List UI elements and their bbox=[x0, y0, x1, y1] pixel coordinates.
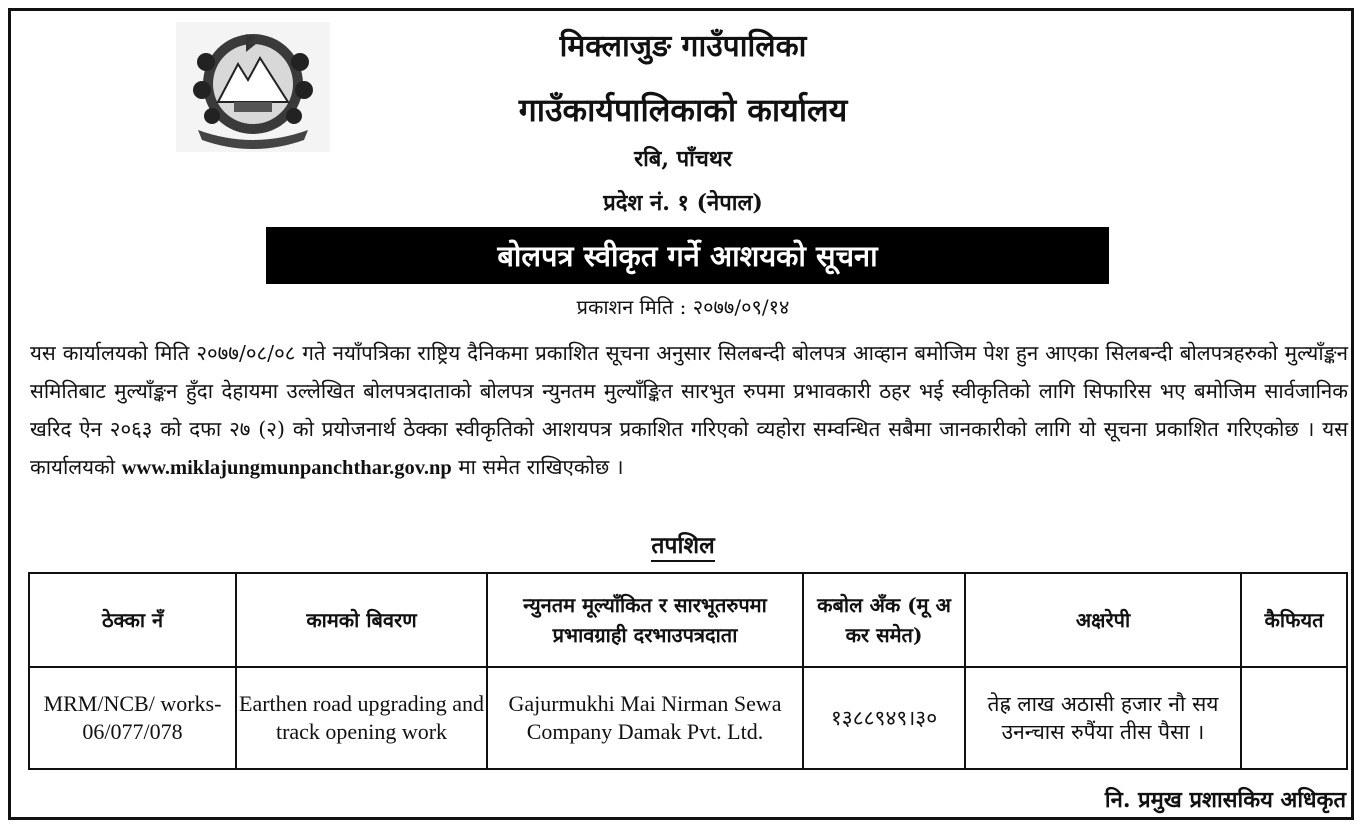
signatory-title: नि. प्रमुख प्रशासकिय अधिकृत bbox=[1104, 787, 1346, 813]
website-link[interactable]: www.miklajungmunpanchthar.gov.np bbox=[121, 457, 452, 479]
cell-bidder: Gajurmukhi Mai Nirman Sewa Company Damak Pvt. Ltd. bbox=[487, 667, 803, 769]
notice-body-text: यस कार्यालयको मिति २०७७/०८/०८ गते नयाँपत्रिका राष्ट्रिय दैनिकमा प्रकाशित सूचना अनुसार सिलबन्दी बोलपत्र आव्हान बमोजिम पेश हुन आएका सिलबन्दी बोलपत्रहरुको मुल्याँङ्कन समितिबाट मुल्याँङ्कन हुँदा देहायमा उल्लेखित बोलपत्रदाताको बोलपत्र न्युनतम मुल्याँङ्कित सारभुत रुपमा प्रभावकारी ठहर भई स्वीकृतिको लागि सिफारिस भए बमोजिम सार्वजानिक खरिद ऐन २०६३ को दफा २७ (२) को प्रयोजनार्थ ठेक्का स्वीकृतिको आशयपत्र प्रकाशित गरिएको व्यहोरा सम्वन्धित सबैमा जानकारीको लागि यो सूचना प्रकाशित गरिएकोछ । यस कार्यालयको bbox=[30, 341, 1348, 479]
notice-body bbox=[30, 334, 1348, 487]
header-amount-words: अक्षरेपी bbox=[965, 573, 1241, 667]
notice-title-banner bbox=[266, 227, 1109, 284]
publish-date: प्रकाशन मिति : २०७७/०९/१४ bbox=[576, 295, 790, 319]
notice-body-end: मा समेत राखिएकोछ । bbox=[451, 455, 624, 479]
cell-amount-words: तेह्र लाख अठासी हजार नौ सय उनन्चास रुपैंया तीस पैसा । bbox=[965, 667, 1241, 769]
cell-contract-no: MRM/NCB/ works-06/077/078 bbox=[29, 667, 236, 769]
details-heading: तपशिल bbox=[0, 528, 1366, 560]
office-address: रबि, पाँचथर bbox=[634, 146, 732, 172]
cell-description: Earthen road upgrading and track opening work bbox=[236, 667, 487, 769]
header-contract-no: ठेक्का नँ bbox=[29, 573, 236, 667]
cell-amount: १३८८९४९।३० bbox=[803, 667, 965, 769]
cell-remarks bbox=[1241, 667, 1347, 769]
table-row bbox=[29, 667, 1347, 769]
header-remarks: कैफियत bbox=[1241, 573, 1347, 667]
province-name: प्रदेश नं. १ (नेपाल) bbox=[603, 190, 763, 216]
table-header-row bbox=[29, 573, 1347, 667]
office-name: गाउँकार्यपालिकाको कार्यालय bbox=[518, 91, 848, 129]
header-amount: कबोल अँक (मू अ कर समेत) bbox=[803, 573, 965, 667]
notice-title: बोलपत्र स्वीकृत गर्ने आशयको सूचना bbox=[497, 239, 878, 273]
contract-table bbox=[28, 572, 1348, 770]
municipality-name: मिक्लाजुङ गाउँपालिका bbox=[559, 29, 807, 64]
header-bidder: न्युनतम मूल्याँकित र सारभूतरुपमा प्रभावग्राही दरभाउपत्रदाता bbox=[487, 573, 803, 667]
header-description: कामको बिवरण bbox=[236, 573, 487, 667]
